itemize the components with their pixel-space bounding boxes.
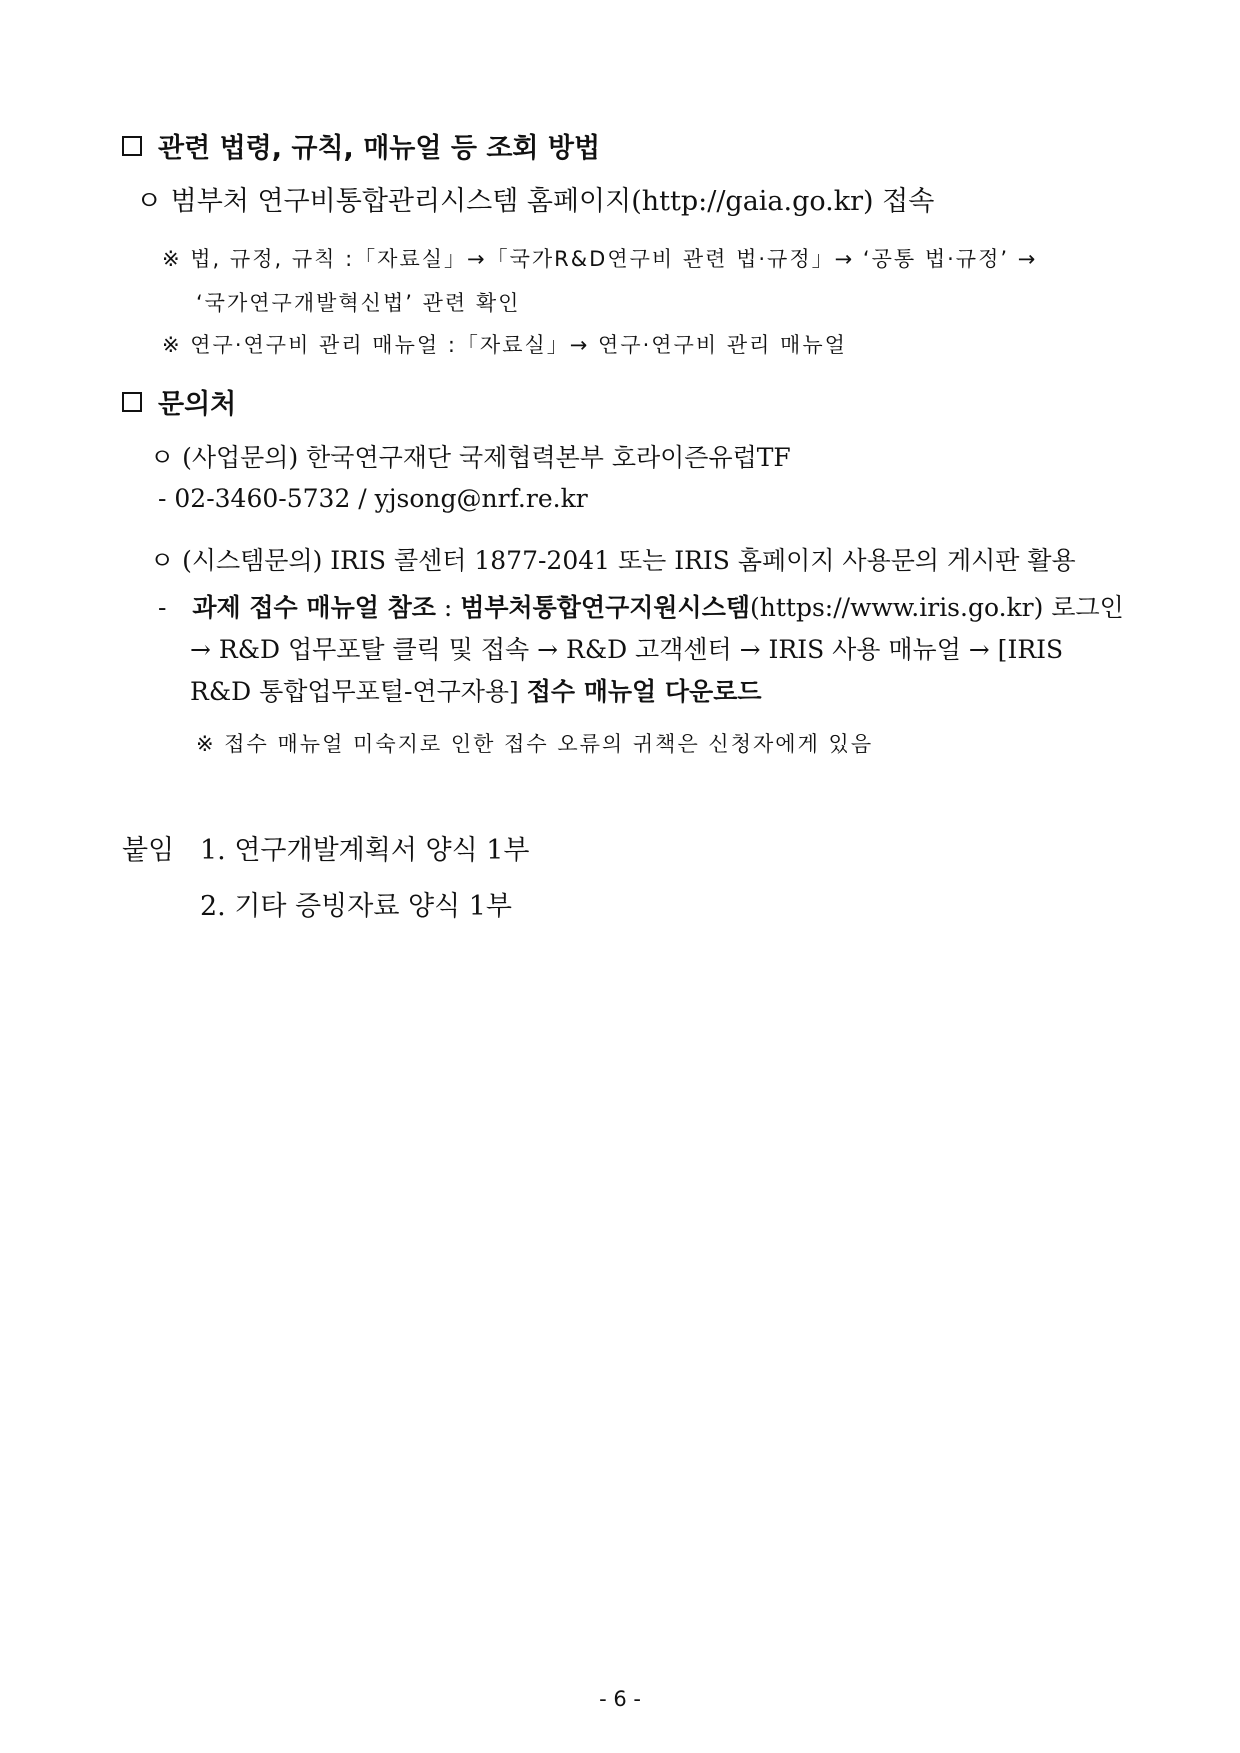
section-heading-regulations (122, 126, 600, 165)
attachment-label: 붙임 (122, 835, 175, 866)
section-heading-contact (122, 382, 236, 421)
section-heading-text: 관련 법령, 규칙, 매뉴얼 등 조회 방법 (158, 133, 601, 164)
section-heading-text: 문의처 (158, 389, 237, 420)
portal-name: R&D 통합업무포털-연구자용] (190, 677, 519, 706)
checkbox-icon (122, 136, 142, 156)
regulations-note-cont: ‘국가연구개발혁신법’ 관련 확인 (196, 291, 521, 315)
manual-warning-note: ※ 접수 매뉴얼 미숙지로 인한 접수 오류의 귀책은 신청자에게 있음 (196, 732, 874, 756)
attachment-item-1: 1. 연구개발계획서 양식 1부 (200, 835, 530, 866)
page-number: - 6 - (599, 1687, 641, 1711)
manual-download: 접수 매뉴얼 다운로드 (526, 677, 762, 706)
iris-system-name: 범부처통합연구지원시스템 (460, 593, 751, 622)
manual-reference-line1 (158, 588, 1124, 624)
dash-marker: - (158, 593, 167, 622)
attachment-item-2: 2. 기타 증빙자료 양식 1부 (200, 891, 513, 922)
manual-reference-line2: → R&D 업무포탈 클릭 및 접속 → R&D 고객센터 → IRIS 사용 매뉴얼 → [IRIS (190, 635, 1064, 664)
checkbox-icon (122, 392, 142, 412)
business-contact: - 02-3460-5732 / yjsong@nrf.re.kr (158, 484, 588, 513)
iris-url-login: (https://www.iris.go.kr) 로그인 (750, 593, 1124, 622)
system-inquiry: ㅇ (시스템문의) IRIS 콜센터 1877-2041 또는 IRIS 홈페이지 사용문의 게시판 활용 (150, 546, 1076, 575)
manual-note: ※ 연구·연구비 관리 매뉴얼 :「자료실」→ 연구·연구비 관리 매뉴얼 (162, 333, 847, 357)
manual-label: 과제 접수 매뉴얼 참조 (192, 593, 436, 622)
regulations-note: ※ 법, 규정, 규칙 :「자료실」→「국가R&D연구비 관련 법·규정」→ ‘공통 법·규정’ → (162, 247, 1038, 271)
business-inquiry: ㅇ (사업문의) 한국연구재단 국제협력본부 호라이즌유럽TF (150, 443, 791, 472)
manual-reference-line3 (190, 672, 762, 708)
manual-colon: : (435, 593, 461, 622)
gaia-access-bullet: ㅇ 범부처 연구비통합관리시스템 홈페이지(http://gaia.go.kr) 접속 (136, 186, 935, 217)
